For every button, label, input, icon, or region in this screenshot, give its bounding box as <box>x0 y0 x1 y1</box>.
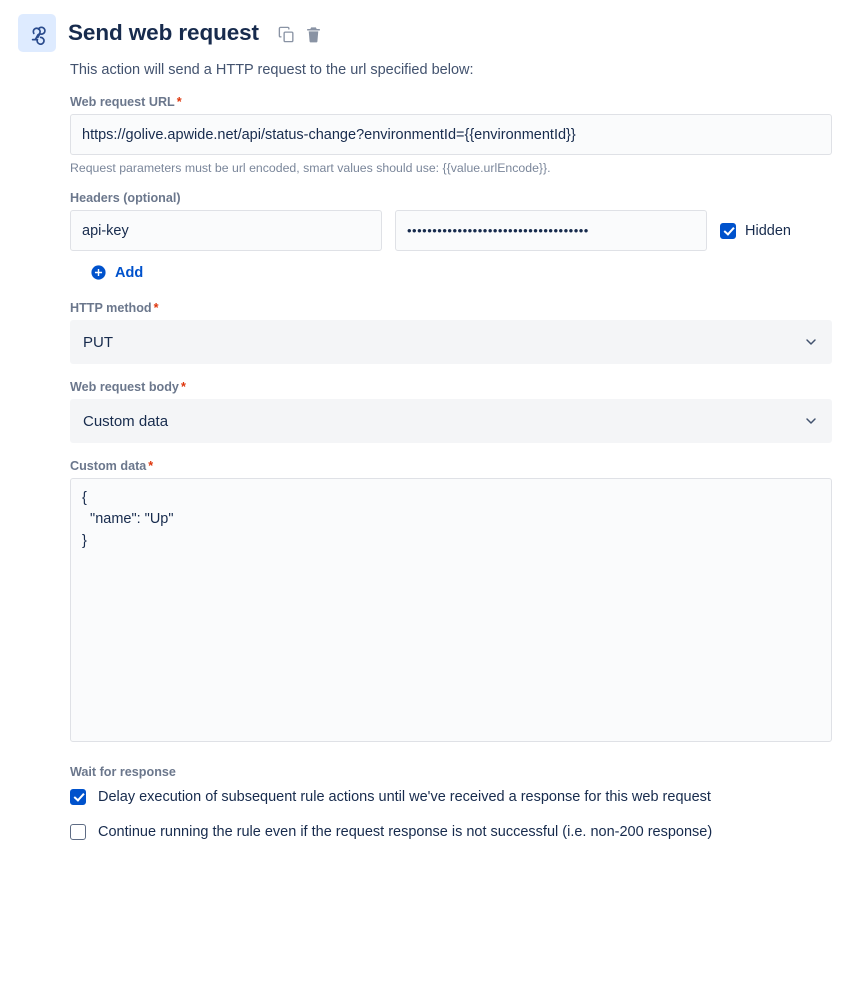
trash-icon[interactable] <box>304 25 323 44</box>
http-method-label-text: HTTP method <box>70 301 152 315</box>
header-key-input[interactable] <box>70 210 382 251</box>
add-header-label: Add <box>115 264 144 281</box>
header-actions <box>277 25 323 44</box>
http-method-value: PUT <box>83 333 113 351</box>
http-method-label <box>70 301 832 315</box>
required-marker: * <box>153 301 159 315</box>
url-field-group <box>70 95 832 175</box>
hidden-label: Hidden <box>745 222 791 239</box>
delay-execution-label: Delay execution of subsequent rule actions until we've received a response for this web request <box>98 789 711 805</box>
chevron-down-icon <box>803 413 819 429</box>
plus-circle-icon <box>90 264 107 281</box>
request-body-label <box>70 380 832 394</box>
request-body-label-text: Web request body <box>70 380 179 394</box>
web-request-url-input[interactable] <box>70 114 832 155</box>
continue-running-label: Continue running the rule even if the request response is not successful (i.e. non-200 response) <box>98 824 713 841</box>
wait-for-response-label: Wait for response <box>70 765 176 779</box>
headers-label: Headers (optional) <box>70 191 181 205</box>
url-label-text: Web request URL <box>70 95 175 109</box>
copy-icon[interactable] <box>277 25 296 44</box>
page-title: Send web request <box>68 20 259 45</box>
headers-group <box>70 191 832 281</box>
wait-option-delay[interactable] <box>70 787 832 808</box>
delay-execution-checkbox[interactable] <box>70 789 86 805</box>
http-method-select[interactable] <box>70 320 832 364</box>
required-marker: * <box>180 380 186 394</box>
custom-data-textarea[interactable] <box>70 478 832 742</box>
header-hidden-toggle[interactable] <box>720 223 791 239</box>
custom-data-group <box>70 459 832 747</box>
continue-running-checkbox[interactable] <box>70 824 86 840</box>
custom-data-label <box>70 459 832 473</box>
request-body-group <box>70 380 832 443</box>
url-hint: Request parameters must be url encoded, smart values should use: {{value.urlEncode}}. <box>70 161 551 175</box>
wait-option-continue[interactable] <box>70 822 832 843</box>
hidden-checkbox[interactable] <box>720 223 736 239</box>
request-body-select[interactable] <box>70 399 832 443</box>
custom-data-label-text: Custom data <box>70 459 147 473</box>
url-label <box>70 95 832 109</box>
intro-text: This action will send a HTTP request to the url specified below: <box>70 62 474 78</box>
wait-for-response-group <box>70 765 832 843</box>
panel-body <box>18 62 835 843</box>
add-header-button[interactable] <box>90 264 143 281</box>
request-body-value: Custom data <box>83 412 169 430</box>
http-method-group <box>70 301 832 364</box>
header-row <box>70 210 832 251</box>
header-value-input[interactable] <box>395 210 707 251</box>
panel-header <box>18 14 835 52</box>
webhook-icon <box>18 14 56 52</box>
required-marker: * <box>148 459 154 473</box>
required-marker: * <box>176 95 182 109</box>
chevron-down-icon <box>803 334 819 350</box>
